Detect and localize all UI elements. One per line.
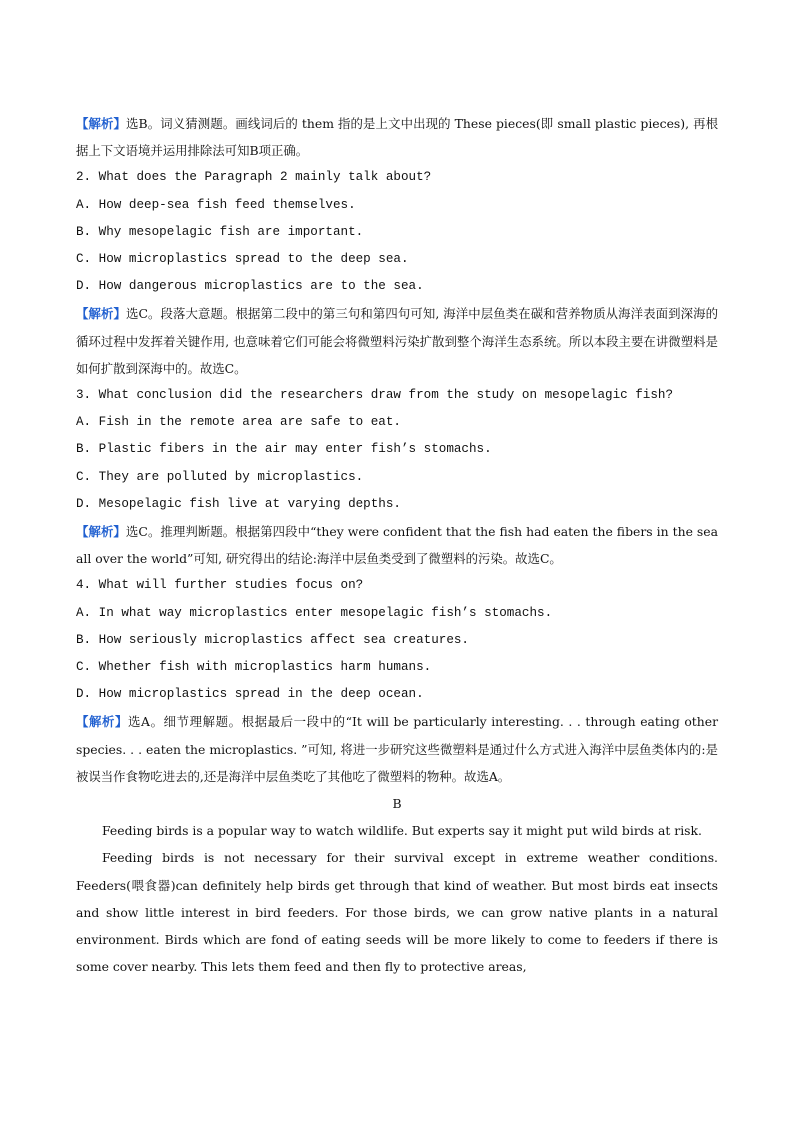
question-3-option-c: C. They are polluted by microplastics. [76,469,364,484]
question-2-option-a: A. How deep-sea fish feed themselves. [76,197,356,212]
analysis-text: 选A。细节理解题。根据最后一段中的“It will be particularly interesting. . . through eating other species. . . eaten the microplastics. ”可知, 将进一步研究这些微塑料是通过什么方式进入海洋中层鱼类体内的:是被误当作食物吃进去的,还是海洋中层鱼类吃了其他吃了微塑料的物种。故选A。 [76,714,718,784]
analysis-tag: 【解析】 [76,714,129,730]
question-2-option-b: B. Why mesopelagic fish are important. [76,224,364,239]
question-3-stem: 3. What conclusion did the researchers draw from the study on mesopelagic fish? [76,388,674,403]
question-4-option-b: B. How seriously microplastics affect sea creatures. [76,632,469,647]
analysis-text: 选B。词义猜测题。画线词后的 them 指的是上文中出现的 These pieces(即 small plastic pieces), 再根据上下文语境并运用排除法可知B项正确。 [76,116,719,159]
question-3-option-d: D. Mesopelagic fish live at varying depths. [76,496,401,511]
question-2-stem: 2. What does the Paragraph 2 mainly talk about? [76,170,432,185]
question-2-option-d: D. How dangerous microplastics are to the sea. [76,279,424,294]
analysis-q2 [76,300,718,382]
question-4-option-a: A. In what way microplastics enter mesopelagic fish’s stomachs. [76,605,553,620]
passage-paragraph-1: Feeding birds is a popular way to watch wildlife. But experts say it might put wild birds at risk. [102,823,702,839]
question-2-option-c: C. How microplastics spread to the deep sea. [76,252,409,267]
analysis-q3 [76,518,718,572]
analysis-q4 [76,708,718,790]
question-4-stem: 4. What will further studies focus on? [76,578,364,593]
analysis-tag: 【解析】 [76,306,126,322]
question-3-option-b: B. Plastic fibers in the air may enter fish’s stomachs. [76,442,492,457]
document-page [76,110,718,981]
question-3-option-a: A. Fish in the remote area are safe to eat. [76,415,401,430]
analysis-q1 [76,110,718,164]
question-4-option-d: D. How microplastics spread in the deep ocean. [76,687,424,702]
passage-paragraph-2: Feeding birds is not necessary for their survival except in extreme weather conditions. Feeders(喂食器)can definitely help birds get through that kind of weather. But most birds eat insects and show little interest in bird feeders. For those birds, we can grow native plants in a natural environment. Birds which are fond of eating seeds will be more likely to come to feeders if there is some cover nearby. This lets them feed and then fly to protective areas, [76,850,718,975]
question-4-option-c: C. Whether fish with microplastics harm humans. [76,660,432,675]
analysis-text: 选C。段落大意题。根据第二段中的第三句和第四句可知, 海洋中层鱼类在碳和营养物质从海洋表面到深海的循环过程中发挥着关键作用, 也意味着它们可能会将微塑料污染扩散到整个海洋生态系统。所以本段主要在讲微塑料是如何扩散到深海中的。故选C。 [76,306,719,376]
analysis-tag: 【解析】 [76,116,127,131]
section-heading: B [392,796,402,812]
analysis-text: 选C。推理判断题。根据第四段中“they were confident that the fish had eaten the fibers in the sea all over the world”可知, 研究得出的结论:海洋中层鱼类受到了微塑料的污染。故选C。 [76,524,719,567]
analysis-tag: 【解析】 [76,524,126,540]
